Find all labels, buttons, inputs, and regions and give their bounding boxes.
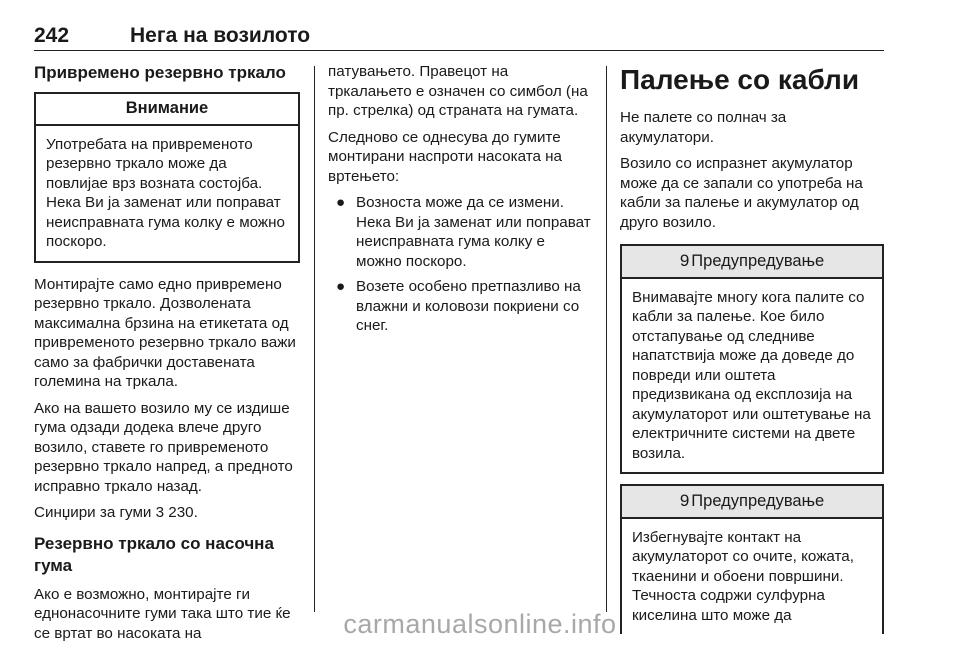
list-item [328,193,594,271]
list-item-text: Возете особено претпазливо на влажни и коловози покриени со снег. [356,278,581,334]
warning-icon: 9 [679,491,690,510]
paragraph: Возило со испразнет акумулатор може да се запали со употреба на кабли за палење и акумулатор од друго возило. [620,155,863,231]
list-item [328,277,594,336]
list-item-text: Возноста може да се измени. Нека Ви ја заменат или поправат неисправната гума колку е можно поскоро. [356,194,591,270]
bullet-icon: ● [336,194,346,211]
paragraph: Ако на вашето возило му се издише гума одзади додека влече друго возило, ставете го привременото резервно тркало напред, а предното исправно тркало назад. [34,399,293,495]
paragraph: Не палете со полнач за акумулатори. [620,109,787,146]
column-divider [314,66,315,612]
section-heading-jump-start: Палење со кабли [620,64,860,95]
column-3 [620,62,884,634]
warning-title: Предупредување [691,492,825,510]
caution-box [34,92,300,263]
paragraph-reference [34,503,300,523]
bullet-icon: ● [336,278,346,295]
reference-text: Синџири за гуми [34,504,156,521]
caution-box-text: Употребата на привременото резервно тркало може да повлијае врз возната состојба. Нека Ви ја заменат или поправат неисправната гума колку е можно поскоро. [46,135,285,250]
paragraph: патувањето. Правецот на тркалањето е означен со симбол (на пр. стрелка) од страната на гумата. [328,63,588,119]
warning-box-title [622,246,882,279]
bullet-list [328,193,594,336]
header-rule [34,50,884,51]
paragraph: Ако е возможно, монтирајте ги еднонасочните гуми така што тие ќе се вртат во насоката на [34,585,291,642]
warning-title: Предупредување [691,252,825,270]
column-2 [328,62,594,342]
warning-box-title [622,486,882,519]
page-reference-icon: 3 [155,504,165,521]
section-heading-directional-spare: Резервно тркало со насочна гума [34,533,274,575]
section-heading-temporary-spare: Привремено резервно тркало [34,63,286,82]
reference-page: 230. [164,504,198,521]
column-divider [606,66,607,612]
warning-box [620,244,884,474]
watermark: carmanualsonline.info [343,609,617,639]
paragraph: Монтирајте само едно привремено резервно тркало. Дозволената максимална брзина на етикетата од привременото резервно тркало важи само за фабрички доставената големина на тркала. [34,275,296,390]
caution-box-title: Внимание [36,94,298,126]
paragraph: Следново се однесува до гумите монтирани наспроти насоката на вртењето: [328,128,562,185]
column-1 [34,62,300,650]
page-number: 242 [34,24,70,47]
warning-box-text: Избегнувајте контакт на акумулаторот со очите, кожата, ткаенини и обоени површини. Течноста содржи сулфурна киселина што може да [632,528,854,624]
warning-icon: 9 [679,251,690,270]
warning-box-text: Внимавајте многу кога палите со кабли за палење. Кое било отстапување од следниве напатствија може да доведе до повреди или оштета предизвикана од експлозија на акумулаторот или оштетување на електричните системи на двете возила. [632,288,871,462]
page-title: Нега на возилото [130,24,311,47]
